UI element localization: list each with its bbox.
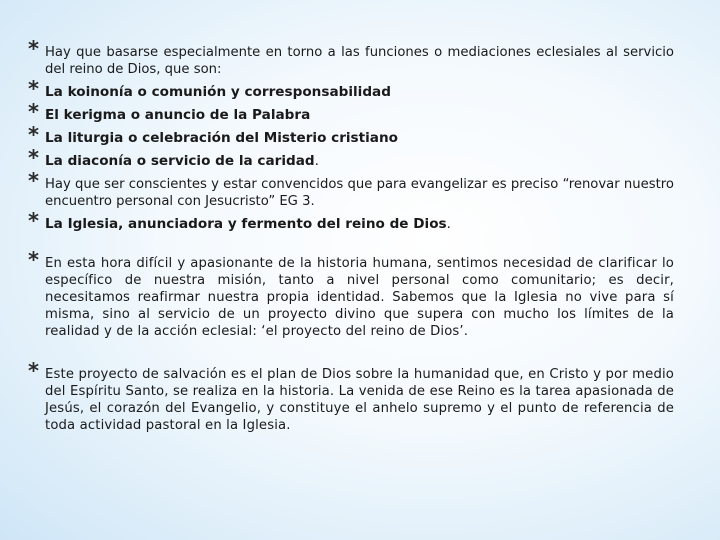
asterisk-bullet-icon: *: [28, 146, 39, 170]
bullet-evangelizar: [28, 169, 674, 210]
asterisk-bullet-icon: *: [28, 37, 39, 61]
slide-content: [28, 37, 674, 434]
bullet-text: Hay que basarse especialmente en torno a las funciones o mediaciones eclesiales al servicio del reino de Dios, que son:: [45, 45, 674, 77]
bullet-iglesia: [28, 209, 674, 233]
paragraph-proyecto: [28, 359, 674, 434]
bullet-text: La liturgia o celebración del Misterio cristiano: [45, 130, 398, 146]
bullet-diaconia: [28, 146, 674, 170]
asterisk-bullet-icon: *: [28, 123, 39, 147]
asterisk-bullet-icon: *: [28, 359, 40, 383]
paragraph-text: Este proyecto de salvación es el plan de Dios sobre la humanidad que, en Cristo y por medio del Espíritu Santo, se realiza en la historia. La venida de ese Reino es la tarea apasionada de Jesús, el corazón del Evangelio, y constituye el anhelo supremo y el punto de referencia de toda actividad pastoral en la Iglesia.: [45, 367, 674, 433]
bullet-liturgia: [28, 123, 674, 147]
asterisk-bullet-icon: *: [28, 169, 39, 193]
bullet-koinonia: [28, 77, 674, 101]
paragraph-text: En esta hora difícil y apasionante de la historia humana, sentimos necesidad de clarificar lo específico de nuestra misión, tanto a nivel personal como comunitario; es decir, necesitamos reafirmar nuestra propia identidad. Sabemos que la Iglesia no vive para sí misma, sino al servicio de un proyecto divino que supera con mucho los límites de la realidad y de la acción eclesial: ‘el proyecto del reino de Dios’.: [45, 256, 674, 339]
bullet-text: El kerigma o anuncio de la Palabra: [45, 107, 311, 123]
bullet-text: La diaconía o servicio de la caridad: [45, 153, 315, 169]
bullet-text: La Iglesia, anunciadora y fermento del reino de Dios: [45, 216, 447, 232]
asterisk-bullet-icon: *: [28, 248, 40, 272]
asterisk-bullet-icon: *: [28, 209, 39, 233]
bullet-intro: [28, 37, 674, 78]
asterisk-bullet-icon: *: [28, 77, 39, 101]
bullet-text: Hay que ser conscientes y estar convencidos que para evangelizar es preciso “renovar nuestro encuentro personal con Jesucristo” EG 3.: [45, 177, 674, 209]
bullet-tail: .: [314, 153, 319, 169]
bullet-tail: .: [446, 216, 451, 232]
bullet-kerigma: [28, 100, 674, 124]
asterisk-bullet-icon: *: [28, 100, 39, 124]
bullet-text: La koinonía o comunión y corresponsabilidad: [45, 84, 391, 100]
paragraph-mision: [28, 248, 674, 340]
